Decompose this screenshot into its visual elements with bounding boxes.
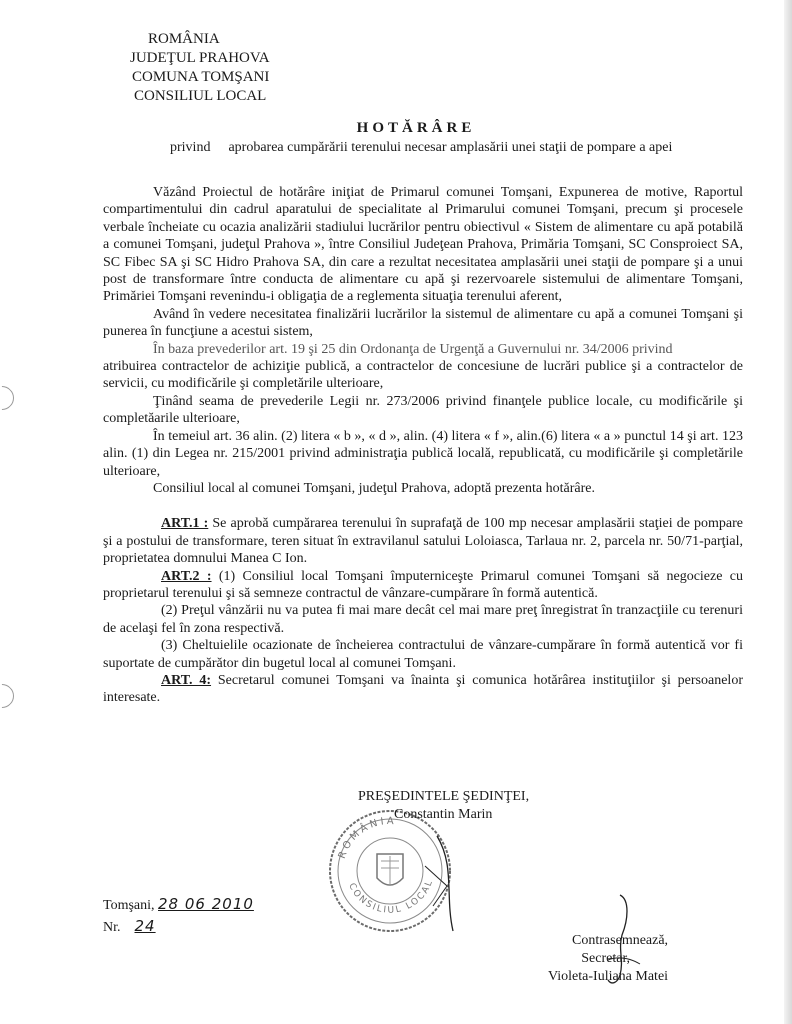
article-4-label: ART. 4: <box>161 672 212 688</box>
article-1 <box>103 515 743 567</box>
secretary-role: Secretar, <box>581 951 631 966</box>
president-role: PREŞEDINTELE ŞEDINŢEI, <box>358 789 530 804</box>
place-label: Tomşani, <box>103 898 155 913</box>
article-2-paragraph-3: (3) Cheltuielile ocazionate de încheierea contractului de vânzare-cumpărare în formă autentică vor fi suportate de cumpărător din bugetul local al comunei Tomşani. <box>103 638 743 671</box>
article-2-label: ART.2 : <box>161 568 212 584</box>
page-edge <box>784 0 792 1024</box>
secretary-signature-block <box>548 932 668 986</box>
official-stamp <box>325 806 455 936</box>
paragraph-considering: Văzând Proiectul de hotărâre iniţiat de Primarul comunei Tomşani, Expunerea de motive, Raportul compartimentului din cadrul aparatului de specialitate al Primarului comunei Tomşani, precum şi procesele verbale încheiate cu ocazia analizării stadiului lucrărilor pentru obiectivul « Sistem de alimentare cu apă potabilă a comunei Tomşani, judeţul Prahova », între Consiliul Judeţean Prahova, Primăria Tomşani, SC Consproiect SA, SC Fibec SA şi SC Hidro Prahova SA, din care a rezultat necesitatea amplasării unei staţii de pompare şi a unui post de transformare între conducta de alimentare cu apă şi rezervoarele sistemului de alimentare Tomşani, Primăriei Tomşani revenindu-i obligaţia de a reglementa situaţia terenului aferent, <box>103 185 743 305</box>
paragraph-legal-grounds: În temeiul art. 36 alin. (2) litera « b », « d », alin. (4) litera « f », alin.(6) litera « a » punctul 14 şi art. 123 alin. (1) din Legea nr. 215/2001 privind administraţia publică locală, republicată, cu modificările şi completările ulterioare, <box>103 428 743 479</box>
place-date-line <box>103 894 254 916</box>
article-1-label: ART.1 : <box>161 516 209 532</box>
header-commune: COMUNA TOMŞANI <box>132 69 270 85</box>
article-1-text: Se aprobă cumpărarea terenului în suprafaţă de 100 mp necesar amplasării staţiei de pompare şi a postului de transformare, teren situat în extravilanul satului Loloiasca, Tarlaua nr. 2, parcela nr. 50/71-parţial, proprietatea domnului Manea C Ion. <box>103 516 743 567</box>
paragraph-finance-law: Ţinând seama de prevederile Legii nr. 273/2006 privind finanţele publice locale, cu modificările şi completăarile ulterioare, <box>103 393 743 427</box>
paragraph-adoption: Consiliul local al comunei Tomşani, judeţul Prahova, adoptă prezenta hotărâre. <box>153 480 595 496</box>
president-signature-block <box>358 788 529 824</box>
registration-number-line <box>103 916 254 938</box>
handwritten-date: 28 06 2010 <box>158 895 254 913</box>
nr-label: Nr. <box>103 920 121 935</box>
punch-hole-mark <box>0 381 19 415</box>
header-county: JUDEŢUL PRAHOVA <box>130 50 270 66</box>
countersign-label: Contrasemnează, <box>572 933 669 948</box>
document-subtitle <box>170 140 672 156</box>
document-title: HOTĂRÂRE <box>356 120 476 136</box>
article-4 <box>103 672 743 707</box>
place-date-block <box>103 894 254 938</box>
subtitle-word: privind <box>170 140 211 155</box>
header-country: ROMÂNIA <box>148 31 220 47</box>
stamp-text-bottom: CONSILIUL LOCAL <box>346 877 436 916</box>
subtitle-text: aprobarea cumpărării terenului necesar amplasării unei staţii de pompare a apei <box>228 140 673 155</box>
document-body <box>103 184 743 707</box>
header-council: CONSILIUL LOCAL <box>134 88 267 104</box>
handwritten-number: 24 <box>134 917 156 935</box>
article-2-text: (1) Consiliul local Tomşani împuterniceşte Primarul comunei Tomşani să negocieze cu proprietarul terenului şi să semneze contractul de vânzare-cumpărare în formă autentică. <box>103 568 743 601</box>
paragraph-legal-basis-line <box>103 341 743 358</box>
document-header <box>130 30 270 106</box>
article-2 <box>103 568 743 603</box>
secretary-name: Violeta-Iuliana Matei <box>548 969 669 984</box>
article-4-text: Secretarul comunei Tomşani va înainta şi comunica hotărârea instituţiilor şi persoanelor interesate. <box>103 672 743 706</box>
faded-text: În baza prevederilor art. 19 şi 25 din Ordonanţa de Urgenţă a Guvernului nr. 34/2006 privind <box>153 341 673 357</box>
paragraph-legal-basis: atribuirea contractelor de achiziţie publică, a contractelor de concesiune de lucrări publice şi a contractelor de servicii, cu modificările şi completările ulterioare, <box>103 359 743 392</box>
president-name: Constantin Marin <box>394 807 493 822</box>
article-2-paragraph-2: (2) Preţul vânzării nu va putea fi mai mare decât cel mai mare preţ înregistrat în tranzacţiile cu terenuri de acelaşi fel în zona respectivă. <box>103 603 743 636</box>
punch-hole-mark <box>0 679 19 713</box>
paragraph-necessity: Având în vedere necesitatea finalizării lucrărilor la sistemul de alimentare cu apă a comunei Tomşani şi punerea în funcţiune a acestui sistem, <box>103 306 743 340</box>
stamp-text-top: ROMÂNIA <box>336 815 397 861</box>
